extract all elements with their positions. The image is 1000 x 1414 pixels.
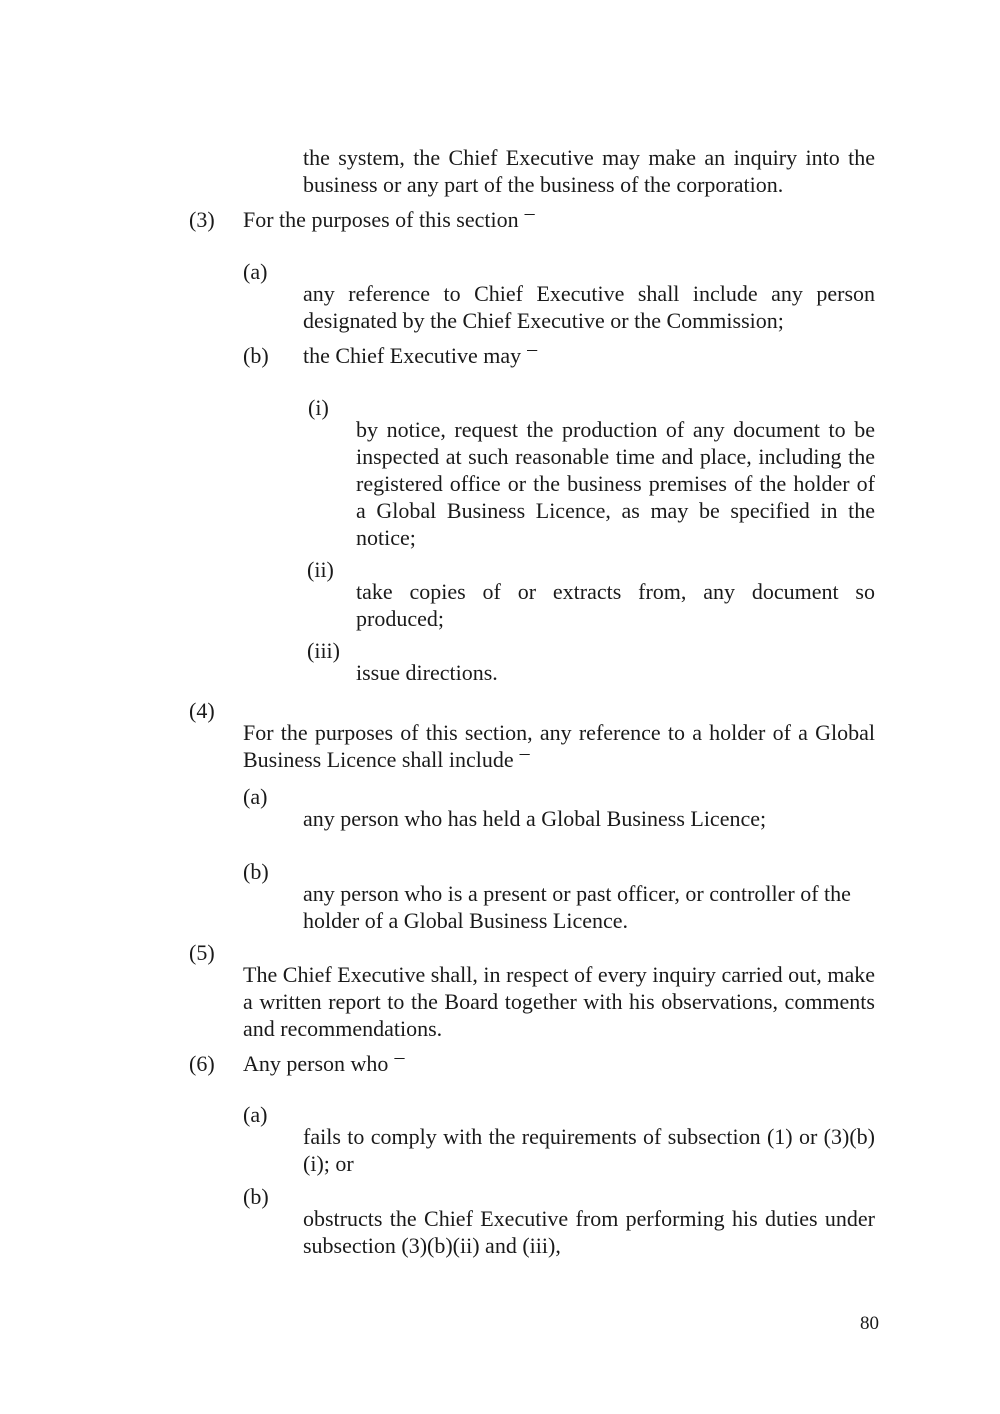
subparagraph-text: take copies of or extracts from, any document so produced; (356, 579, 875, 631)
subparagraph-label: (i) (308, 395, 329, 420)
paragraph-label: (b) (243, 859, 269, 884)
lead-text: For the purposes of this section, any reference to a holder of a Global Business Licence shall include (243, 720, 875, 772)
lead-text: For the purposes of this section (243, 207, 519, 232)
subsection-lead-text (243, 719, 875, 775)
subsection-label: (3) (189, 207, 215, 232)
paragraph-label: (a) (243, 1102, 268, 1127)
em-dash: – (519, 742, 530, 764)
lead-text: the Chief Executive may (303, 343, 522, 368)
paragraph-label: (a) (243, 784, 268, 809)
em-dash: – (527, 338, 538, 360)
paragraph-label: (b) (243, 343, 269, 368)
subsection-text: The Chief Executive shall, in respect of every inquiry carried out, make a written report to the Board together with his observations, comments and recommendations. (243, 962, 875, 1041)
em-dash: – (524, 202, 535, 224)
subparagraph-text: issue directions. (356, 660, 498, 685)
continuation-paragraph: the system, the Chief Executive may make an inquiry into the business or any part of the business of the corporation. (303, 145, 875, 197)
paragraph-text: any reference to Chief Executive shall include any person designated by the Chief Executive or the Commission; (303, 281, 875, 333)
paragraph-text: fails to comply with the requirements of subsection (1) or (3)(b)(i); or (303, 1124, 875, 1176)
subparagraph-text: by notice, request the production of any document to be inspected at such reasonable time and place, including the registered office or the business premises of the holder of a Global Business Licence, as may be specified in the notice; (356, 417, 875, 550)
paragraph-lead-text (303, 338, 538, 371)
lead-text: Any person who (243, 1051, 389, 1076)
subsection-label: (5) (189, 940, 215, 965)
em-dash: – (394, 1046, 405, 1068)
paragraph-text: obstructs the Chief Executive from performing his duties under subsection (3)(b)(ii) and (iii), (303, 1206, 875, 1258)
page-number: 80 (860, 1313, 879, 1334)
paragraph-label: (b) (243, 1184, 269, 1209)
subsection-label: (4) (189, 698, 215, 723)
paragraph-text: any person who is a present or past officer, or controller of the holder of a Global Business Licence. (303, 881, 851, 933)
paragraph-label: (a) (243, 259, 268, 284)
subsection-lead-text (243, 1046, 405, 1079)
subparagraph-label: (iii) (307, 638, 340, 663)
subparagraph-label: (ii) (307, 557, 334, 582)
subsection-lead-text (243, 202, 535, 235)
subsection-label: (6) (189, 1051, 215, 1076)
paragraph-text: any person who has held a Global Business Licence; (303, 806, 767, 831)
